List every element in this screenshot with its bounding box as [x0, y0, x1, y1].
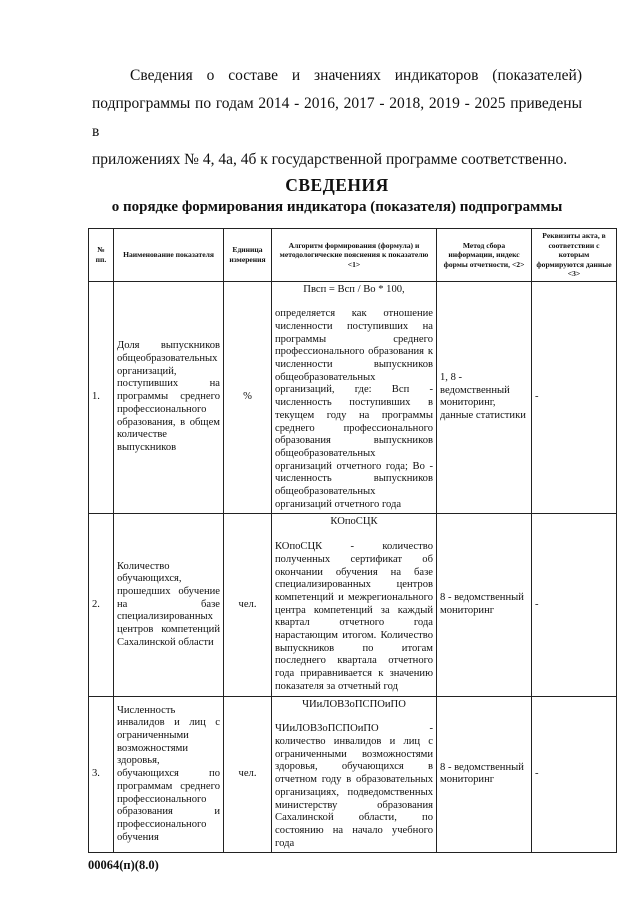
indicator-algorithm [272, 514, 437, 696]
header-requisites: Реквизиты акта, в соответствии с которым формируются данные <3> [532, 229, 617, 282]
header-unit: Единица измерения [224, 229, 272, 282]
intro-line-2: подпрограммы по годам 2014 - 2016, 2017 - 2018, 2019 - 2025 приведены в [92, 95, 582, 140]
indicator-description: КОпоСЦК - количество полученных сертификат об окончании обучения на базе специализированных центров компетенций и межрегионального центра компетенций за каждый квартал отчетного года нарастающим итогом. Количество выпускников по итогам последнего квартала отчетного года приравнивается к значению показателя за отчетный год [275, 541, 433, 692]
header-method: Метод сбора информации, индекс формы отчетности, <2> [437, 229, 532, 282]
indicator-unit: % [224, 281, 272, 514]
section-title: СВЕДЕНИЯ [285, 175, 389, 195]
indicator-method: 1, 8 - ведомственный мониторинг, данные статистики [437, 281, 532, 514]
indicator-algorithm [272, 281, 437, 514]
table-row [89, 514, 617, 696]
document-code: 00064(п)(8.0) [88, 858, 159, 872]
header-name: Наименование показателя [114, 229, 224, 282]
header-algorithm: Алгоритм формирования (формула) и методологические пояснения к показателю <1> [272, 229, 437, 282]
intro-paragraph [92, 62, 582, 174]
indicator-description: определяется как отношение численности поступивших на программы среднего профессионального образования к численности выпускников общеобразовательных организаций, где: Всп - численность поступивших в текущем году на программы среднего профессионального образования выпускников общеобразовательных организаций отчетного года; Во - численность выпускников общеобразовательных организаций отчетного года [275, 308, 433, 510]
row-number: 3. [89, 696, 114, 853]
intro-line-1: Сведения о составе и значениях индикаторов (показателей) [130, 67, 582, 84]
indicators-table [88, 228, 617, 853]
indicator-algorithm [272, 696, 437, 853]
indicator-name: Доля выпускников общеобразовательных организаций, поступивших на программы среднего профессионального образования, в общем количестве выпускников [114, 281, 224, 514]
section-subtitle: о порядке формирования индикатора (показателя) подпрограммы [111, 199, 563, 215]
indicator-method: 8 - ведомственный мониторинг [437, 514, 532, 696]
table-header-row [89, 229, 617, 282]
table-row [89, 281, 617, 514]
row-number: 2. [89, 514, 114, 696]
indicator-formula: ЧИиЛОВЗоПСПОиПО [302, 698, 406, 710]
intro-line-3: приложениях № 4, 4а, 4б к государственной программе соответственно. [92, 151, 568, 168]
indicator-unit: чел. [224, 514, 272, 696]
row-number: 1. [89, 281, 114, 514]
header-num: № пп. [89, 229, 114, 282]
indicator-description: ЧИиЛОВЗоПСПОиПО - количество инвалидов и лиц с ограниченными возможностями здоровья, обучающихся в отчетном году в образовательных организациях, подведомственных министерству образования Сахалинской области, по состоянию на начало учебного года [275, 723, 433, 849]
section-heading [92, 174, 582, 218]
indicator-unit: чел. [224, 696, 272, 853]
indicator-formula: Пвсп = Всп / Во * 100, [303, 283, 405, 295]
indicator-name: Численность инвалидов и лиц с ограниченными возможностями здоровья, обучающихся по программам среднего профессионального образования и профессионального обучения [114, 696, 224, 853]
indicator-requisites: - [532, 514, 617, 696]
indicator-requisites: - [532, 281, 617, 514]
indicator-name: Количество обучающихся, прошедших обучение на базе специализированных центров компетенций Сахалинской области [114, 514, 224, 696]
indicator-requisites: - [532, 696, 617, 853]
table-row [89, 696, 617, 853]
indicator-formula: КОпоСЦК [330, 516, 378, 528]
indicator-method: 8 - ведомственный мониторинг [437, 696, 532, 853]
